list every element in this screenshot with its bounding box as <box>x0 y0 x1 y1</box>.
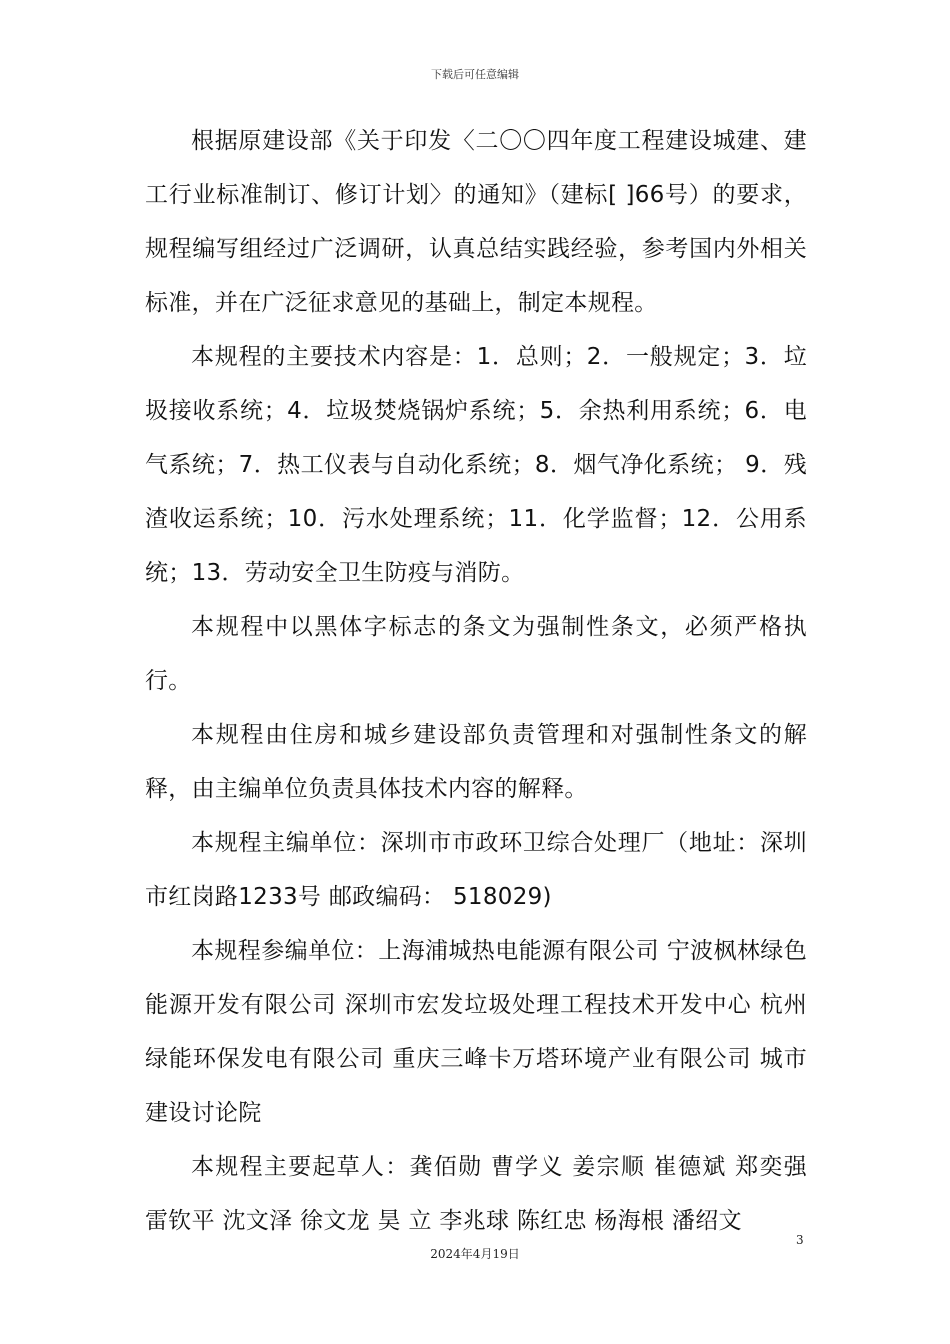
paragraph-management: 本规程由住房和城乡建设部负责管理和对强制性条文的解释，由主编单位负责具体技术内容的解释。 <box>145 722 807 802</box>
page-number: 3 <box>796 1233 804 1247</box>
page-header: 下载后可任意编辑 <box>431 68 519 81</box>
document-body <box>145 114 807 1248</box>
paragraph-mandatory-clauses: 本规程中以黑体字标志的条文为强制性条文，必须严格执行。 <box>145 614 807 694</box>
paragraph-drafters: 本规程主要起草人：龚佰勋 曹学义 姜宗顺 崔德斌 郑奕强 雷钦平 沈文泽 徐文龙 昊 立 李兆球 陈红忠 杨海根 潘绍文 <box>145 1154 807 1234</box>
paragraph-basis: 根据原建设部《关于印发〈二〇〇四年度工程建设城建、建工行业标准制订、修订计划〉的通知》（建标[ ]66号）的要求，规程编写组经过广泛调研，认真总结实践经验，参考国内外相关标准，并在广泛征求意见的基础上，制定本规程。 <box>145 128 807 316</box>
footer-date: 2024年4月19日 <box>430 1247 520 1261</box>
paragraph-chief-editor: 本规程主编单位：深圳市市政环卫综合处理厂（地址：深圳市红岗路1233号 邮政编码： 518029) <box>145 830 807 910</box>
paragraph-participating-units: 本规程参编单位：上海浦城热电能源有限公司 宁波枫林绿色能源开发有限公司 深圳市宏发垃圾处理工程技术开发中心 杭州绿能环保发电有限公司 重庆三峰卡万塔环境产业有限公司 城市建设讨论院 <box>145 938 807 1126</box>
paragraph-technical-content: 本规程的主要技术内容是：1．总则；2．一般规定；3．垃圾接收系统；4．垃圾焚烧锅炉系统；5．余热利用系统；6．电气系统；7．热工仪表与自动化系统；8．烟气净化系统； 9．残渣收运系统；10．污水处理系统；11．化学监督；12．公用系统；13．劳动安全卫生防疫与消防。 <box>145 344 807 586</box>
